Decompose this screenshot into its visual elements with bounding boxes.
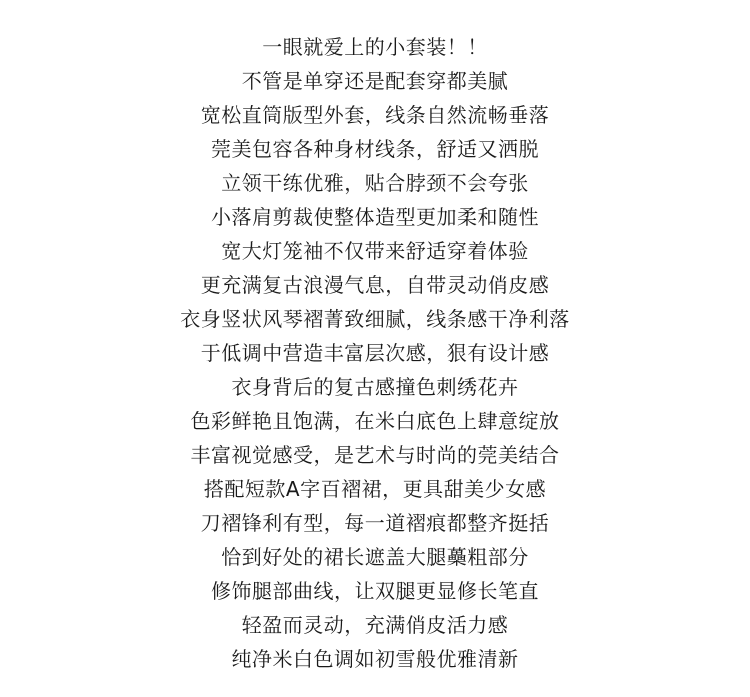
description-line: 纯净米白色调如初雪般优雅清新 (231, 647, 519, 671)
description-line: 宽松直筒版型外套，线条自然流畅垂落 (200, 103, 550, 127)
description-line: 更充满复古浪漫气息，自带灵动俏皮感 (200, 273, 550, 297)
description-line: 恰到好处的裙长遮盖大腿蘽粗部分 (221, 545, 529, 569)
description-line: 宽大灯笼袖不仅带来舒适穿着体验 (221, 239, 529, 263)
description-line: 立领干练优雅，贴合脖颈不会夸张 (221, 171, 529, 195)
description-line: 不管是单穿还是配套穿都美腻 (241, 69, 509, 93)
description-line: 轻盈而灵动，充满俏皮活力感 (241, 613, 509, 637)
description-line: 搭配短款A字百褶裙，更具甜美少女感 (203, 477, 547, 501)
description-line: 小落肩剪裁使整体造型更加柔和随性 (211, 205, 539, 229)
description-line: 修饰腿部曲线，让双腿更显修长笔直 (211, 579, 539, 603)
description-line: 衣身竖状风琴褶菁致细腻，线条感干净利落 (180, 307, 570, 331)
description-line: 衣身背后的复古感撞色刺绣花卉 (231, 375, 519, 399)
description-line: 色彩鲜艳且饱满，在米白底色上肆意绽放 (190, 409, 560, 433)
description-line: 一眼就爱上的小套装！！ (262, 35, 488, 59)
product-description (0, 30, 750, 676)
description-line: 刀褶锋利有型，每一道褶痕都整齐挺括 (200, 511, 550, 535)
description-line: 莞美包容各种身材线条，舒适又洒脱 (211, 137, 539, 161)
description-line: 于低调中营造丰富层次感，狠有设计感 (200, 341, 550, 365)
description-line: 丰富视觉感受，是艺术与时尚的莞美结合 (190, 443, 560, 467)
